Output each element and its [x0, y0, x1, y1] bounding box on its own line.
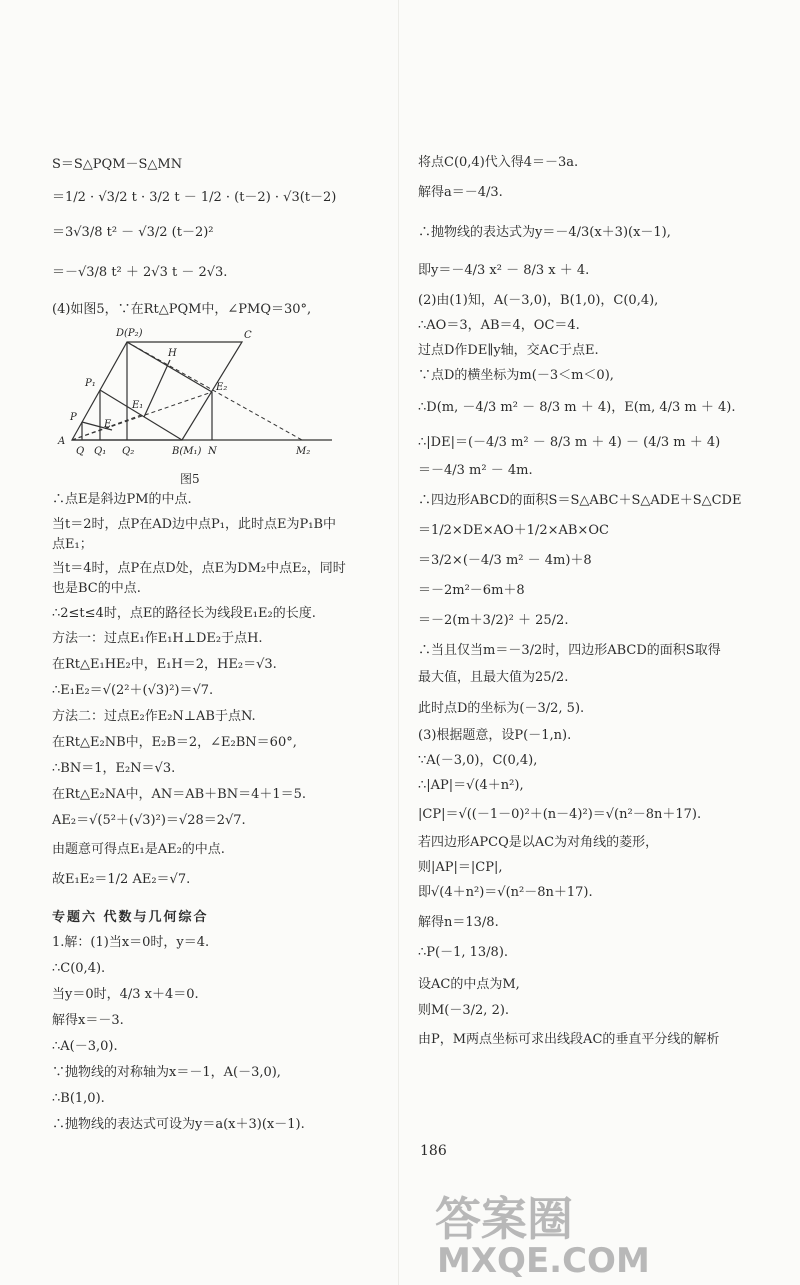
text-line: ＝1/2×DE×AO＋1/2×AB×OC	[418, 523, 609, 538]
text-line: 专题六 代数与几何综合	[52, 910, 209, 925]
text-line: 也是BC的中点.	[52, 581, 141, 596]
label-c: C	[244, 330, 252, 341]
dashed-d-m2	[127, 342, 302, 440]
text-line: 在Rt△E₂NA中，AN＝AB＋BN＝4＋1＝5.	[52, 787, 307, 802]
text-line: ∴C(0,4).	[52, 961, 106, 976]
label-p: P	[70, 412, 77, 423]
label-b: B(M₁)	[172, 446, 202, 457]
text-line: (3)根据题意，设P(－1,n).	[418, 728, 572, 743]
text-line: ∴A(－3,0).	[52, 1039, 118, 1054]
text-line: (2)由(1)知，A(－3,0)，B(1,0)，C(0,4),	[418, 293, 659, 308]
text-line: 故E₁E₂＝1/2 AE₂＝√7.	[52, 872, 191, 887]
label-e1: E₁	[132, 400, 144, 411]
text-line: ∴D(m, －4/3 m² － 8/3 m ＋ 4)，E(m, 4/3 m ＋ 4).	[418, 400, 736, 415]
label-q1: Q₁	[94, 446, 107, 457]
text-line: ∴当且仅当m＝－3/2时，四边形ABCD的面积S取得	[418, 643, 721, 658]
text-line: ∴点E是斜边PM的中点.	[52, 492, 192, 507]
text-line: ∴抛物线的表达式为y＝－4/3(x＋3)(x－1),	[418, 225, 671, 240]
text-line: 在Rt△E₂NB中，E₂B＝2，∠E₂BN＝60°,	[52, 735, 297, 750]
text-line: 则M(－3/2, 2).	[418, 1003, 510, 1018]
label-n: N	[208, 446, 217, 457]
text-line: ∵A(－3,0)，C(0,4),	[418, 753, 538, 768]
text-line: ＝3√3/8 t² － √3/2 (t－2)²	[52, 225, 214, 240]
text-line: 点E₁；	[52, 537, 93, 552]
text-line: 方法二：过点E₂作E₂N⊥AB于点N.	[52, 709, 256, 724]
text-line: 即√(4＋n²)＝√(n²－8n＋17).	[418, 885, 593, 900]
label-e: E	[104, 419, 112, 430]
text-line: 将点C(0,4)代入得4＝－3a.	[418, 155, 579, 170]
text-line: 当t＝4时，点P在点D处，点E为DM₂中点E₂，同时	[52, 561, 346, 576]
text-line: 由P，M两点坐标可求出线段AC的垂直平分线的解析	[418, 1032, 720, 1047]
watermark-logo	[425, 1180, 795, 1280]
label-q2: Q₂	[122, 446, 135, 457]
text-line: ∴P(－1, 13/8).	[418, 945, 509, 960]
watermark-line2: MXQE.COM	[437, 1241, 650, 1280]
page-number: 186	[420, 1143, 447, 1159]
page-fold-line	[398, 0, 399, 1285]
text-line: (4)如图5，∵在Rt△PQM中，∠PMQ＝30°,	[52, 302, 312, 317]
label-m2: M₂	[296, 446, 311, 457]
text-line: 解得a＝－4/3.	[418, 185, 503, 200]
label-e2: E₂	[216, 382, 228, 393]
text-line: 当t＝2时，点P在AD边中点P₁，此时点E为P₁B中	[52, 517, 337, 532]
text-line: ∵抛物线的对称轴为x＝－1，A(－3,0),	[52, 1065, 281, 1080]
watermark-line1: 答案圈	[435, 1192, 573, 1246]
text-line: ∴E₁E₂＝√(2²＋(√3)²)＝√7.	[52, 683, 214, 698]
text-line: AE₂＝√(5²＋(√3)²)＝√28＝2√7.	[52, 813, 246, 828]
text-line: ∴|AP|＝√(4＋n²),	[418, 778, 524, 793]
text-line: 若四边形APCQ是以AC为对角线的菱形，	[418, 835, 659, 850]
figure-caption: 图5	[180, 472, 200, 486]
text-line: ＝－4/3 m² － 4m.	[418, 463, 533, 478]
text-line: 即y＝－4/3 x² － 8/3 x ＋ 4.	[418, 263, 590, 278]
text-line: ∴AO＝3，AB＝4，OC＝4.	[418, 318, 580, 333]
text-line: ＝－2(m＋3/2)² ＋ 25/2.	[418, 613, 569, 628]
text-line: 解得x＝－3.	[52, 1013, 124, 1028]
text-line: ∴2≤t≤4时，点E的路径长为线段E₁E₂的长度.	[52, 606, 316, 621]
text-line: 解得n＝13/8.	[418, 915, 499, 930]
text-line: 设AC的中点为M,	[418, 977, 520, 992]
text-line: ∴四边形ABCD的面积S＝S△ABC＋S△ADE＋S△CDE	[418, 493, 742, 508]
label-d: D(P₂)	[116, 328, 143, 339]
text-line: 方法一：过点E₁作E₁H⊥DE₂于点H.	[52, 631, 263, 646]
geometry-figure-5	[52, 322, 342, 492]
label-p1: P₁	[85, 378, 96, 389]
text-line: ＝－√3/8 t² ＋ 2√3 t － 2√3.	[52, 265, 228, 280]
text-line: ∴BN＝1，E₂N＝√3.	[52, 761, 176, 776]
text-line: 当y＝0时，4/3 x＋4＝0.	[52, 987, 199, 1002]
text-line: 则|AP|＝|CP|,	[418, 860, 503, 875]
text-line: ∵点D的横坐标为m(－3＜m＜0),	[418, 368, 614, 383]
segment-h-e1	[144, 360, 170, 417]
text-line: ∴抛物线的表达式可设为y＝a(x＋3)(x－1).	[52, 1117, 305, 1132]
text-line: ∴B(1,0).	[52, 1091, 105, 1106]
label-a: A	[58, 436, 66, 447]
text-line: 在Rt△E₁HE₂中，E₁H＝2，HE₂＝√3.	[52, 657, 277, 672]
text-line: ＝－2m²－6m＋8	[418, 583, 525, 598]
text-line: 过点D作DE∥y轴，交AC于点E.	[418, 343, 599, 358]
text-line: S＝S△PQM－S△MN	[52, 157, 183, 172]
text-line: ∴|DE|＝(－4/3 m² － 8/3 m ＋ 4) － (4/3 m ＋ 4)	[418, 435, 721, 450]
text-line: ＝3/2×(－4/3 m² － 4m)＋8	[418, 553, 592, 568]
text-line: 最大值，且最大值为25/2.	[418, 670, 569, 685]
text-line: |CP|＝√((－1－0)²＋(n－4)²)＝√(n²－8n＋17).	[418, 807, 702, 822]
text-line: 由题意可得点E₁是AE₂的中点.	[52, 842, 225, 857]
text-line: 此时点D的坐标为(－3/2, 5).	[418, 701, 585, 716]
label-q: Q	[76, 446, 85, 457]
text-line: ＝1/2 · √3/2 t · 3/2 t － 1/2 · (t－2) · √3(t－2)	[52, 190, 337, 205]
label-h: H	[168, 348, 177, 359]
text-line: 1.解：(1)当x＝0时，y＝4.	[52, 935, 210, 950]
